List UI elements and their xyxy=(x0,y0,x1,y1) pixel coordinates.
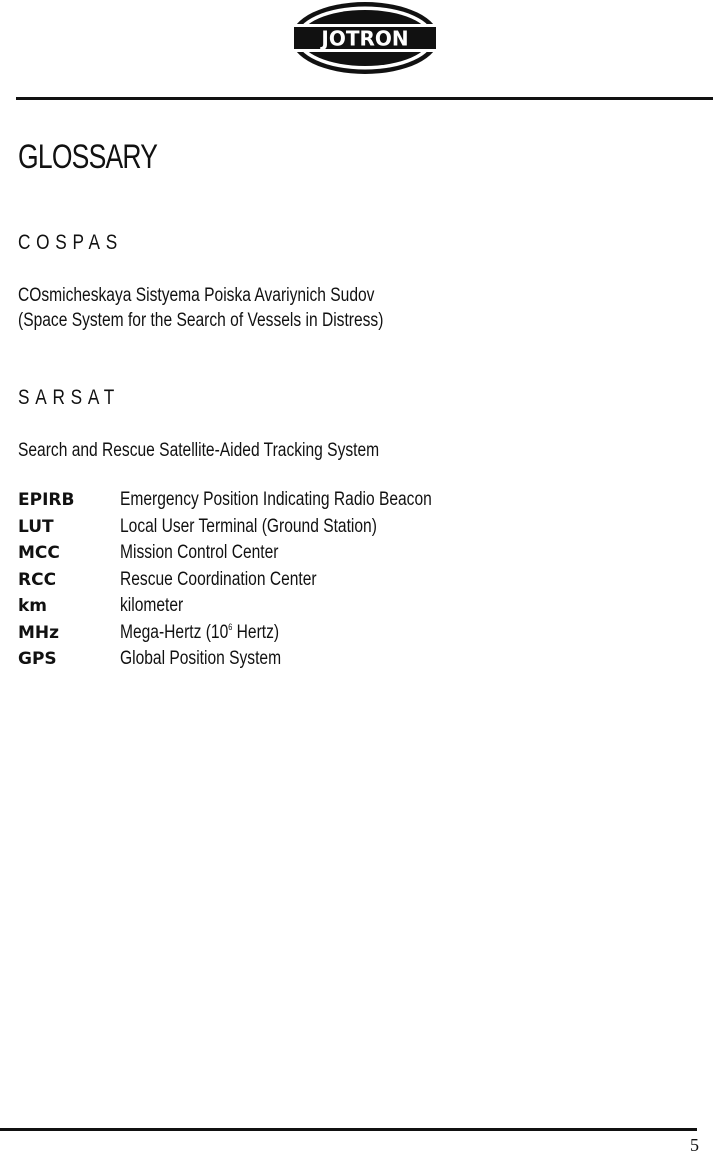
page-number: 5 xyxy=(690,1135,699,1155)
term-definition: Global Position System xyxy=(120,648,282,669)
term-abbr: MCC xyxy=(18,543,60,563)
term-row-gps xyxy=(18,648,618,675)
term-abbr: RCC xyxy=(18,569,57,590)
footer-rule xyxy=(0,1128,697,1131)
page-title: GLOSSARY xyxy=(18,138,158,176)
term-abbr: GPS xyxy=(18,649,57,669)
logo-text: JOTRON xyxy=(321,26,409,51)
term-definition-exponent: 6 xyxy=(228,621,233,632)
term-abbr: LUT xyxy=(18,516,54,537)
term-definition xyxy=(120,622,279,644)
term-abbr: km xyxy=(18,596,48,616)
term-definition: Mission Control Center xyxy=(120,542,279,563)
term-abbr: EPIRB xyxy=(18,490,75,510)
sarsat-expansion: Search and Rescue Satellite-Aided Tracking System xyxy=(18,440,380,461)
term-row-lut xyxy=(18,516,618,543)
term-row-mhz xyxy=(18,622,618,649)
term-row-rcc xyxy=(18,569,618,596)
cospas-title: COSPAS xyxy=(18,231,123,254)
term-definition: Local User Terminal (Ground Station) xyxy=(120,515,377,537)
term-row-km xyxy=(18,595,618,622)
header-rule xyxy=(16,97,713,100)
term-row-mcc xyxy=(18,542,618,569)
sarsat-title: SARSAT xyxy=(18,386,121,409)
term-abbr: MHz xyxy=(18,622,60,643)
term-definition: Rescue Coordination Center xyxy=(120,568,317,590)
glossary-term-list xyxy=(18,489,618,675)
term-row-epirb xyxy=(18,489,618,516)
jotron-logo xyxy=(289,0,441,76)
cospas-translation: (Space System for the Search of Vessels in Distress) xyxy=(18,310,384,331)
cospas-expansion: COsmicheskaya Sistyema Poiska Avariynich Sudov xyxy=(18,285,375,306)
term-definition-prefix: Mega-Hertz (10 xyxy=(120,621,229,643)
term-definition-suffix: Hertz) xyxy=(232,621,280,643)
term-definition: kilometer xyxy=(120,595,184,616)
term-definition: Emergency Position Indicating Radio Beacon xyxy=(120,489,432,510)
